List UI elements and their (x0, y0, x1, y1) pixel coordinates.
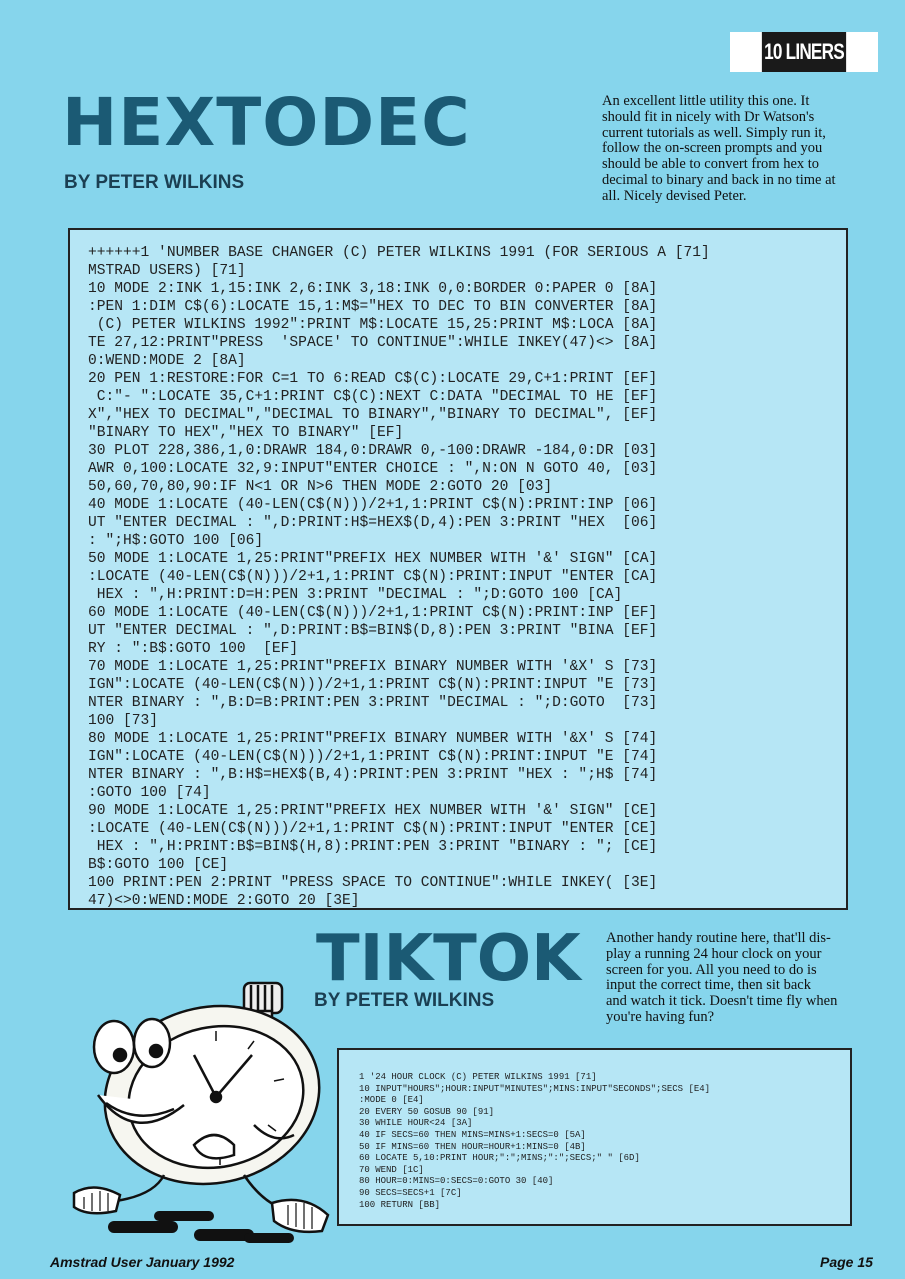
code-line: IGN":LOCATE (40-LEN(C$(N)))/2+1,1:PRINT C$(N):PRINT:INPUT "E [73] (88, 677, 658, 693)
code-line: UT "ENTER DECIMAL : ",D:PRINT:B$=BIN$(D,8):PEN 3:PRINT "BINA [EF] (88, 623, 658, 639)
code-line: 50 IF MINS=60 THEN HOUR=HOUR+1:MINS=0 [4B] (359, 1141, 586, 1152)
code-line: 40 MODE 1:LOCATE (40-LEN(C$(N)))/2+1,1:PRINT C$(N):PRINT:INP [06] (88, 497, 658, 513)
section-tag-label: 10 LINERS (762, 32, 846, 72)
code-line: 40 IF SECS=60 THEN MINS=MINS+1:SECS=0 [5A] (359, 1129, 586, 1140)
code-line: ++++++1 'NUMBER BASE CHANGER (C) PETER WILKINS 1991 (FOR SERIOUS A [71] (88, 245, 710, 261)
code-line: 60 LOCATE 5,10:PRINT HOUR;":";MINS;":";SECS;" " [6D] (359, 1153, 640, 1164)
code-line: :LOCATE (40-LEN(C$(N)))/2+1,1:PRINT C$(N):PRINT:INPUT "ENTER [CE] (88, 821, 658, 837)
article-byline-hextodec: BY PETER WILKINS (64, 172, 245, 193)
blurb-line: decimal to binary and back in no time at (602, 171, 836, 188)
footer-page-number: Page 15 (820, 1254, 873, 1270)
code-line: MSTRAD USERS) [71] (88, 263, 246, 279)
code-line: AWR 0,100:LOCATE 32,9:INPUT"ENTER CHOICE : ",N:ON N GOTO 40, [03] (88, 461, 658, 477)
blurb-line: you're having fun? (606, 1008, 715, 1025)
code-listing-hextodec (68, 228, 848, 910)
code-line: (C) PETER WILKINS 1992":PRINT M$:LOCATE 15,25:PRINT M$:LOCA [8A] (88, 317, 658, 333)
code-line: 47)<>0:WEND:MODE 2:GOTO 20 [3E] (88, 893, 360, 909)
code-line: NTER BINARY : ",B:D=B:PRINT:PEN 3:PRINT "DECIMAL : ";D:GOTO [73] (88, 695, 658, 711)
code-line: 70 MODE 1:LOCATE 1,25:PRINT"PREFIX BINARY NUMBER WITH '&X' S [73] (88, 659, 658, 675)
code-line: 80 HOUR=0:MINS=0:SECS=0:GOTO 30 [40] (359, 1176, 554, 1187)
blurb-line: Another handy routine here, that'll dis- (606, 930, 831, 946)
code-line: :GOTO 100 [74] (88, 785, 211, 801)
code-line: 10 MODE 2:INK 1,15:INK 2,6:INK 3,18:INK 0,0:BORDER 0:PAPER 0 [8A] (88, 281, 658, 297)
blurb-line: all. Nicely devised Peter. (602, 187, 747, 204)
code-line: 0:WEND:MODE 2 [8A] (88, 353, 246, 369)
code-line: C:"- ":LOCATE 35,C+1:PRINT C$(C):NEXT C:DATA "DECIMAL TO HE [EF] (88, 389, 658, 405)
code-line: 10 INPUT"HOURS";HOUR:INPUT"MINUTES";MINS:INPUT"SECONDS";SECS [E4] (359, 1083, 711, 1094)
stopwatch-cartoon-illustration (44, 975, 334, 1250)
code-line: 30 WHILE HOUR<24 [3A] (359, 1118, 473, 1129)
code-line: B$:GOTO 100 [CE] (88, 857, 229, 873)
code-line: 50,60,70,80,90:IF N<1 OR N>6 THEN MODE 2:GOTO 20 [03] (88, 479, 553, 495)
code-line: 100 RETURN [BB] (359, 1199, 441, 1210)
code-line: 90 MODE 1:LOCATE 1,25:PRINT"PREFIX HEX NUMBER WITH '&' SIGN" [CE] (88, 803, 658, 819)
code-line: 20 EVERY 50 GOSUB 90 [91] (359, 1106, 495, 1117)
code-line: NTER BINARY : ",B:H$=HEX$(B,4):PRINT:PEN 3:PRINT "HEX : ";H$ [74] (88, 767, 658, 783)
article-blurb-hextodec (602, 94, 892, 205)
blurb-line: play a running 24 hour clock on your (606, 945, 822, 962)
section-tag (730, 32, 878, 72)
article-blurb-tiktok (606, 931, 898, 1026)
code-line: "BINARY TO HEX","HEX TO BINARY" [EF] (88, 425, 404, 441)
code-line: RY : ":B$:GOTO 100 [EF] (88, 641, 299, 657)
article-title-tiktok: TIKTOK (316, 922, 581, 996)
code-line: HEX : ",H:PRINT:B$=BIN$(H,8):PRINT:PEN 3:PRINT "BINARY : "; [CE] (88, 839, 658, 855)
code-line: HEX : ",H:PRINT:D=H:PEN 3:PRINT "DECIMAL : ";D:GOTO 100 [CA] (88, 587, 623, 603)
blurb-line: screen for you. All you need to do is (606, 961, 817, 978)
code-line: : ";H$:GOTO 100 [06] (88, 533, 264, 549)
code-line: X","HEX TO DECIMAL","DECIMAL TO BINARY","BINARY TO DECIMAL", [EF] (88, 407, 658, 423)
blurb-line: input the correct time, then sit back (606, 977, 811, 994)
code-line: 70 WEND [1C] (359, 1164, 424, 1175)
code-line: 1 '24 HOUR CLOCK (C) PETER WILKINS 1991 [71] (359, 1072, 597, 1082)
code-line: 60 MODE 1:LOCATE (40-LEN(C$(N)))/2+1,1:PRINT C$(N):PRINT:INP [EF] (88, 605, 658, 621)
code-listing-tiktok (337, 1048, 852, 1226)
article-title-hextodec: HEXTODEC (62, 84, 471, 161)
code-line: :LOCATE (40-LEN(C$(N)))/2+1,1:PRINT C$(N):PRINT:INPUT "ENTER [CA] (88, 569, 658, 585)
blurb-line: should fit in nicely with Dr Watson's (602, 108, 815, 125)
code-line: :MODE 0 [E4] (359, 1095, 424, 1106)
blurb-line: An excellent little utility this one. It (602, 93, 810, 109)
code-line: IGN":LOCATE (40-LEN(C$(N)))/2+1,1:PRINT C$(N):PRINT:INPUT "E [74] (88, 749, 658, 765)
code-line: 30 PLOT 228,386,1,0:DRAWR 184,0:DRAWR 0,-100:DRAWR -184,0:DR [03] (88, 443, 658, 459)
blurb-line: and watch it tick. Doesn't time fly when (606, 993, 838, 1010)
code-line: TE 27,12:PRINT"PRESS 'SPACE' TO CONTINUE":WHILE INKEY(47)<> [8A] (88, 335, 658, 351)
code-line: 80 MODE 1:LOCATE 1,25:PRINT"PREFIX BINARY NUMBER WITH '&X' S [74] (88, 731, 658, 747)
code-line: 20 PEN 1:RESTORE:FOR C=1 TO 6:READ C$(C):LOCATE 29,C+1:PRINT [EF] (88, 371, 658, 387)
code-line: 100 [73] (88, 713, 159, 729)
code-line: 50 MODE 1:LOCATE 1,25:PRINT"PREFIX HEX NUMBER WITH '&' SIGN" [CA] (88, 551, 658, 567)
blurb-line: follow the on-screen prompts and you (602, 140, 823, 157)
blurb-line: current tutorials as well. Simply run it, (602, 124, 826, 141)
blurb-line: should be able to convert from hex to (602, 156, 820, 173)
footer-magazine-issue: Amstrad User January 1992 (50, 1254, 235, 1270)
code-line: :PEN 1:DIM C$(6):LOCATE 15,1:M$="HEX TO DEC TO BIN CONVERTER [8A] (88, 299, 658, 315)
code-line: UT "ENTER DECIMAL : ",D:PRINT:H$=HEX$(D,4):PEN 3:PRINT "HEX [06] (88, 515, 658, 531)
code-line: 90 SECS=SECS+1 [7C] (359, 1187, 462, 1198)
article-byline-tiktok: BY PETER WILKINS (314, 990, 495, 1011)
code-line: 100 PRINT:PEN 2:PRINT "PRESS SPACE TO CONTINUE":WHILE INKEY( [3E] (88, 875, 658, 891)
